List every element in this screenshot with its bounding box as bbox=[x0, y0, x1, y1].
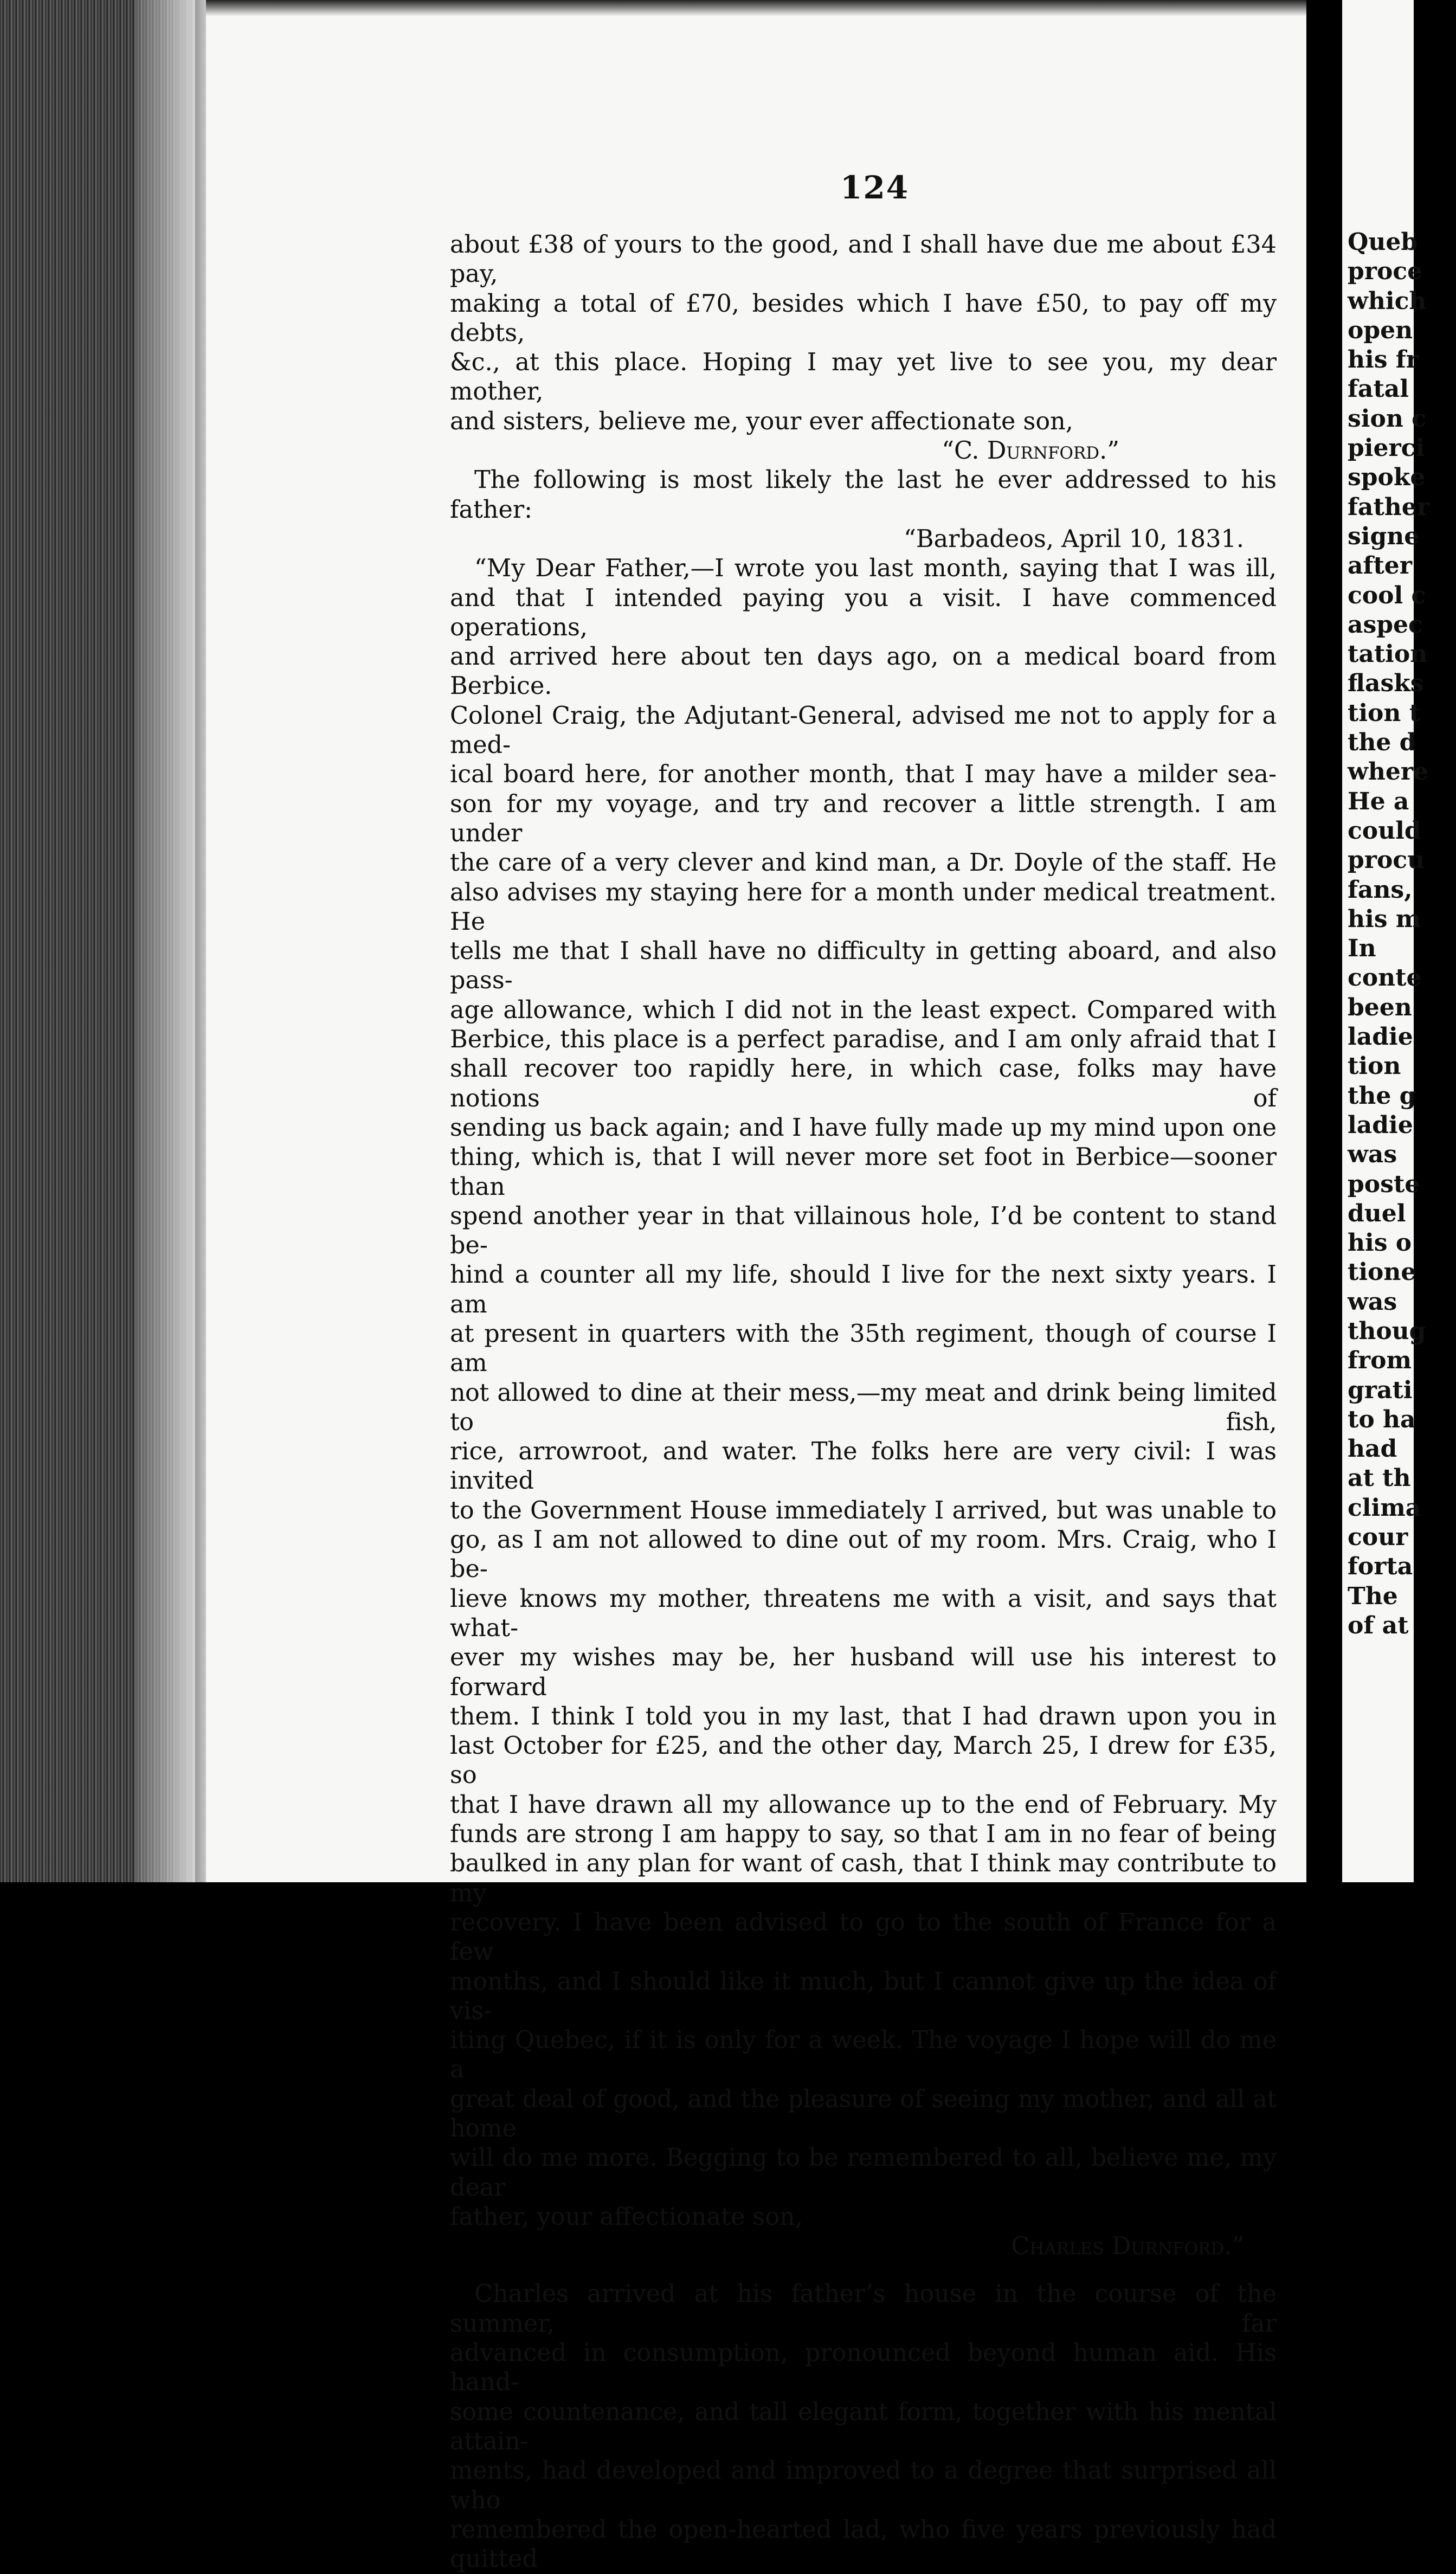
fragment-line: clima bbox=[1348, 1494, 1421, 1522]
text-line: some countenance, and tall elegant form, together with his mental attain- bbox=[450, 2398, 1277, 2455]
text-line: about £38 of yours to the good, and I shall have due me about £34 pay, bbox=[450, 231, 1277, 288]
fragment-line: He a bbox=[1348, 787, 1409, 815]
fragment-line: pierci bbox=[1348, 434, 1425, 462]
text-line: to the Government House immediately I arrived, but was unable to bbox=[450, 1496, 1277, 1524]
text-line: not allowed to dine at their mess,—my meat and drink being limited to fish, bbox=[450, 1379, 1277, 1436]
text-line: The following is most likely the last he ever addressed to his father: bbox=[450, 466, 1277, 524]
text-line: lieve knows my mother, threatens me with a visit, and says that what- bbox=[450, 1585, 1277, 1642]
page-number: 124 bbox=[840, 169, 910, 206]
text-line: and arrived here about ten days ago, on a medical board from Berbice. bbox=[450, 643, 1277, 700]
text-line: ever my wishes may be, her husband will use his interest to forward bbox=[450, 1644, 1277, 1701]
fragment-line: of at bbox=[1348, 1611, 1409, 1639]
fragment-line: duel bbox=[1348, 1199, 1406, 1227]
text-line: &c., at this place. Hoping I may yet live to see you, my dear mother, bbox=[450, 349, 1277, 406]
text-line: advanced in consumption, pronounced beyond human aid. His hand- bbox=[450, 2339, 1277, 2397]
text-line: them. I think I told you in my last, that I had drawn upon you in bbox=[450, 1702, 1277, 1730]
text-line: baulked in any plan for want of cash, that I think may contribute to my bbox=[450, 1850, 1277, 1907]
text-line: father, your affectionate son, bbox=[450, 2203, 803, 2231]
text-line: go, as I am not allowed to dine out of my room. Mrs. Craig, who I be- bbox=[450, 1526, 1277, 1584]
text-line: rice, arrowroot, and water. The folks here are very civil: I was invited bbox=[450, 1438, 1277, 1495]
fragment-line: tion t bbox=[1348, 699, 1421, 727]
fragment-line: cool c bbox=[1348, 581, 1426, 609]
fragment-line: ladie bbox=[1348, 1023, 1413, 1051]
fragment-line: his fr bbox=[1348, 346, 1419, 374]
fragment-line: ladie bbox=[1348, 1111, 1413, 1139]
fragment-line: tione bbox=[1348, 1258, 1416, 1286]
fragment-line: tion bbox=[1348, 1052, 1401, 1080]
letter-salutation: “My Dear Father,—I wrote you last month, saying that I was ill, bbox=[474, 555, 1277, 583]
fragment-line: signe bbox=[1348, 522, 1420, 550]
text-line: son for my voyage, and try and recover a little strength. I am under bbox=[450, 790, 1277, 847]
text-line: age allowance, which I did not in the least expect. Compared with bbox=[450, 996, 1277, 1024]
page-top-shadow bbox=[206, 0, 1306, 16]
fragment-line: sion c bbox=[1348, 404, 1426, 433]
fragment-line: grati bbox=[1348, 1376, 1413, 1404]
fragment-line: the g bbox=[1348, 1082, 1416, 1110]
text-line: sending us back again; and I have fully made up my mind upon one bbox=[450, 1114, 1277, 1142]
fragment-line: at th bbox=[1348, 1464, 1411, 1492]
next-page-fragment bbox=[1342, 0, 1429, 1882]
text-line: ments, had developed and improved to a degree that surprised all who bbox=[450, 2457, 1277, 2514]
fragment-line: from bbox=[1348, 1347, 1412, 1375]
fragment-line: conte bbox=[1348, 964, 1422, 992]
fragment-line: father bbox=[1348, 493, 1429, 521]
fragment-line: Queb bbox=[1348, 228, 1418, 256]
fragment-line: poste bbox=[1348, 1170, 1420, 1198]
text-line: will do me more. Begging to be remembered to all, believe me, my dear bbox=[450, 2144, 1277, 2202]
text-line: spend another year in that villainous hole, I’d be content to stand be- bbox=[450, 1202, 1277, 1260]
fragment-line: to ha bbox=[1348, 1405, 1416, 1433]
text-line: last October for £25, and the other day, March 25, I drew for £35, so bbox=[450, 1732, 1277, 1790]
fragment-line: open bbox=[1348, 316, 1413, 344]
fragment-line: cour bbox=[1348, 1523, 1408, 1552]
text-line: that I have drawn all my allowance up to the end of February. My bbox=[450, 1791, 1277, 1819]
text-line: Charles arrived at his father’s house in the course of the summer, far bbox=[450, 2280, 1277, 2338]
fragment-line: proce bbox=[1348, 258, 1423, 286]
text-line: tells me that I shall have no difficulty in getting aboard, and also pass- bbox=[450, 937, 1277, 995]
fragment-line: thoug bbox=[1348, 1317, 1426, 1345]
next-page-text bbox=[1348, 228, 1456, 1640]
fragment-line: had bbox=[1348, 1435, 1397, 1463]
text-line: iting Quebec, if it is only for a week. The voyage I hope will do me a bbox=[450, 2026, 1277, 2084]
fragment-line: the d bbox=[1348, 729, 1416, 757]
fragment-line: fatal bbox=[1348, 375, 1409, 403]
fragment-line: procu bbox=[1348, 846, 1425, 874]
fragment-line: was bbox=[1348, 1141, 1397, 1169]
page-body-text bbox=[450, 230, 1277, 2574]
text-line: Berbice, this place is a perfect paradise, and I am only afraid that I bbox=[450, 1026, 1277, 1054]
fragment-line: was bbox=[1348, 1288, 1397, 1316]
text-line: also advises my staying here for a month under medical treatment. He bbox=[450, 878, 1277, 936]
fragment-line: tation bbox=[1348, 640, 1428, 668]
fragment-line: The bbox=[1348, 1582, 1398, 1610]
text-line: the care of a very clever and kind man, a Dr. Doyle of the staff. He bbox=[450, 849, 1277, 877]
fragment-line: aspec bbox=[1348, 610, 1423, 639]
fragment-line: forta bbox=[1348, 1553, 1413, 1581]
text-line: funds are strong I am happy to say, so that I am in no fear of being bbox=[450, 1820, 1277, 1849]
fragment-line: flasks bbox=[1348, 670, 1424, 698]
fragment-line: spoke bbox=[1348, 464, 1426, 492]
fragment-line: In bbox=[1348, 935, 1376, 963]
text-line: at present in quarters with the 35th regiment, though of course I am bbox=[450, 1320, 1277, 1378]
fragment-line: where bbox=[1348, 758, 1429, 786]
text-line: months, and I should like it much, but I cannot give up the idea of vis- bbox=[450, 1967, 1277, 2025]
text-line: Colonel Craig, the Adjutant-General, advised me not to apply for a med- bbox=[450, 702, 1277, 760]
book-fore-edge bbox=[0, 0, 195, 1882]
fragment-line: fans, bbox=[1348, 876, 1413, 904]
fragment-line: his m bbox=[1348, 905, 1421, 933]
text-line: and that I intended paying you a visit. I have commenced operations, bbox=[450, 584, 1277, 641]
text-line: and sisters, believe me, your ever affectionate son, bbox=[450, 407, 1073, 435]
fragment-line: after bbox=[1348, 552, 1412, 580]
fragment-line: could bbox=[1348, 816, 1421, 845]
text-line: ical board here, for another month, that I may have a milder sea- bbox=[450, 761, 1277, 789]
text-line: remembered the open-hearted lad, who five years previously had quitted bbox=[450, 2515, 1277, 2573]
text-line: thing, which is, that I will never more set foot in Berbice—sooner than bbox=[450, 1143, 1277, 1201]
fragment-line: his o bbox=[1348, 1229, 1412, 1257]
text-line: shall recover too rapidly here, in which case, folks may have notions of bbox=[450, 1055, 1277, 1112]
letter-dateline: “Barbadeos, April 10, 1831. bbox=[904, 525, 1244, 553]
letter-signature: Charles Durnford.” bbox=[1011, 2232, 1244, 2261]
text-line: great deal of good, and the pleasure of seeing my mother, and all at home bbox=[450, 2085, 1277, 2142]
center-gutter bbox=[1306, 0, 1342, 1882]
text-line: hind a counter all my life, should I live for the next sixty years. I am bbox=[450, 1261, 1277, 1318]
letter-signature: “C. Durnford.” bbox=[942, 437, 1119, 465]
text-line: making a total of £70, besides which I have £50, to pay off my debts, bbox=[450, 289, 1277, 347]
text-line: recovery. I have been advised to go to the south of France for a few bbox=[450, 1908, 1277, 1966]
fragment-line: been bbox=[1348, 993, 1412, 1021]
fragment-line: which bbox=[1348, 287, 1427, 315]
